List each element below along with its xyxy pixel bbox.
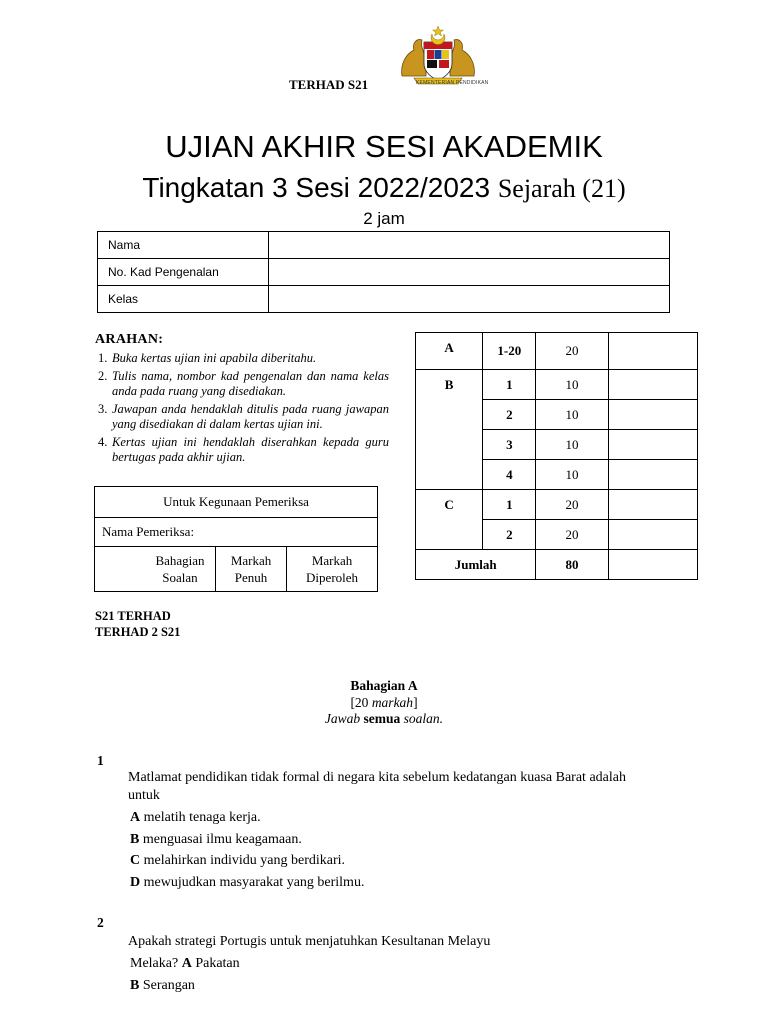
marks-question: 1-20 bbox=[483, 333, 536, 370]
option-text: melahirkan individu yang berdikari. bbox=[143, 853, 346, 868]
option-text[interactable]: Pakatan bbox=[195, 956, 240, 971]
option-letter: A bbox=[181, 956, 192, 971]
section-instr-word2: semua bbox=[363, 711, 401, 726]
marks-full: 10 bbox=[536, 370, 608, 400]
examiner-col-section bbox=[145, 547, 216, 592]
examiner-col-full bbox=[216, 547, 287, 592]
option-b[interactable] bbox=[130, 978, 195, 994]
option-c[interactable] bbox=[130, 853, 345, 869]
instruction-item bbox=[95, 402, 389, 432]
subtitle-level: Tingkatan 3 Sesi 2022/2023 bbox=[142, 172, 491, 203]
candidate-row-class bbox=[98, 286, 670, 313]
option-text: Serangan bbox=[142, 978, 195, 993]
marks-total-row bbox=[416, 550, 698, 580]
option-a[interactable] bbox=[130, 810, 261, 826]
marks-full: 10 bbox=[536, 460, 608, 490]
marks-total-value: 80 bbox=[536, 550, 608, 580]
marks-row bbox=[416, 333, 698, 370]
marks-section-c: C bbox=[416, 490, 483, 550]
examiner-col-question-label: Soalan bbox=[162, 570, 198, 585]
candidate-info-table bbox=[97, 231, 670, 313]
section-instruction bbox=[0, 711, 768, 727]
marks-row bbox=[416, 490, 698, 520]
page-title: UJIAN AKHIR SESI AKADEMIK bbox=[165, 129, 603, 164]
marks-question: 1 bbox=[483, 370, 536, 400]
instructions-list bbox=[95, 351, 389, 468]
option-b[interactable] bbox=[130, 832, 302, 848]
instruction-text: Tulis nama, nombor kad pengenalan dan nama kelas anda pada ruang yang disediakan. bbox=[112, 369, 389, 398]
marks-obtained[interactable] bbox=[608, 430, 697, 460]
marks-question: 1 bbox=[483, 490, 536, 520]
examiner-col-section-label: Bahagian bbox=[155, 553, 205, 568]
ministry-label: KEMENTERIAN PENDIDIKAN bbox=[416, 80, 489, 86]
candidate-field-class[interactable] bbox=[269, 286, 670, 313]
option-letter: A bbox=[130, 810, 141, 825]
subtitle-subject: Sejarah (21) bbox=[497, 174, 626, 203]
option-d[interactable] bbox=[130, 875, 364, 891]
marks-row bbox=[416, 370, 698, 400]
candidate-field-ic[interactable] bbox=[269, 259, 670, 286]
marks-section-b: B bbox=[416, 370, 483, 490]
question-stem-end: Melaka? bbox=[130, 956, 179, 971]
examiner-col-full-line1: Markah bbox=[230, 553, 272, 568]
question-stem: Matlamat pendidikan tidak formal di negara kita sebelum kedatangan kuasa Barat adalah untuk bbox=[128, 770, 626, 803]
question-stem-continuation bbox=[130, 956, 240, 972]
option-letter: B bbox=[130, 832, 140, 847]
section-title: Bahagian A bbox=[350, 678, 418, 693]
examiner-col-obtained-line2: Diperoleh bbox=[306, 570, 359, 585]
marks-question: 4 bbox=[483, 460, 536, 490]
instruction-text: Kertas ujian ini hendaklah diserahkan kepada guru bertugas pada akhir ujian. bbox=[112, 435, 389, 464]
marks-total-label: Jumlah bbox=[416, 550, 536, 580]
terhad-label: TERHAD S21 bbox=[289, 77, 369, 92]
section-instr-word1: Jawab bbox=[324, 711, 361, 726]
examiner-col-obtained bbox=[287, 547, 378, 592]
instruction-number: 2. bbox=[98, 369, 108, 383]
candidate-label-class: Kelas bbox=[98, 286, 269, 313]
marks-obtained[interactable] bbox=[608, 400, 697, 430]
section-marks-open: [20 bbox=[350, 695, 372, 710]
examiner-col-spacer bbox=[95, 547, 146, 592]
candidate-label-name: Nama bbox=[98, 232, 269, 259]
instruction-item bbox=[95, 369, 389, 399]
marks-section-a: A bbox=[416, 333, 483, 370]
question-stem: Apakah strategi Portugis untuk menjatuhkan Kesultanan Melayu bbox=[128, 934, 491, 949]
examiner-col-obtained-line1: Markah bbox=[311, 553, 353, 568]
marks-full: 20 bbox=[536, 333, 608, 370]
page-subtitle bbox=[0, 172, 768, 204]
examiner-name-label[interactable]: Nama Pemeriksa: bbox=[95, 518, 378, 547]
crest-icon bbox=[396, 24, 480, 88]
candidate-field-name[interactable] bbox=[269, 232, 670, 259]
marks-obtained[interactable] bbox=[608, 460, 697, 490]
instruction-item bbox=[95, 435, 389, 465]
marks-obtained[interactable] bbox=[608, 333, 697, 370]
option-letter: D bbox=[130, 875, 141, 890]
option-text: melatih tenaga kerja. bbox=[143, 810, 261, 825]
examiner-col-full-line2: Penuh bbox=[234, 570, 268, 585]
section-marks-close: ] bbox=[413, 695, 418, 710]
candidate-row-name bbox=[98, 232, 670, 259]
instructions-heading: ARAHAN: bbox=[95, 332, 164, 347]
marks-full: 10 bbox=[536, 400, 608, 430]
marks-full: 20 bbox=[536, 490, 608, 520]
option-text: menguasai ilmu keagamaan. bbox=[142, 832, 302, 847]
option-letter: C bbox=[130, 853, 141, 868]
page-header-mark: TERHAD 2 S21 bbox=[95, 625, 181, 639]
marks-obtained[interactable] bbox=[608, 520, 697, 550]
option-text: mewujudkan masyarakat yang berilmu. bbox=[143, 875, 365, 890]
instruction-text: Buka kertas ujian ini apabila diberitahu. bbox=[112, 351, 317, 365]
marks-table bbox=[415, 332, 698, 580]
question-number: 2 bbox=[97, 915, 104, 930]
marks-obtained[interactable] bbox=[608, 370, 697, 400]
marks-total-obtained[interactable] bbox=[608, 550, 697, 580]
option-letter: B bbox=[130, 978, 140, 993]
marks-question: 2 bbox=[483, 520, 536, 550]
marks-question: 2 bbox=[483, 400, 536, 430]
marks-full: 10 bbox=[536, 430, 608, 460]
instruction-number: 3. bbox=[98, 402, 108, 416]
instruction-item bbox=[95, 351, 389, 366]
candidate-row-ic bbox=[98, 259, 670, 286]
question-number: 1 bbox=[97, 753, 104, 768]
section-marks bbox=[0, 695, 768, 711]
instruction-text: Jawapan anda hendaklah ditulis pada ruang jawapan yang disediakan di dalam kertas ujian ini. bbox=[112, 402, 389, 431]
examiner-table bbox=[94, 486, 378, 592]
marks-question: 3 bbox=[483, 430, 536, 460]
exam-duration: 2 jam bbox=[363, 209, 405, 228]
marks-full: 20 bbox=[536, 520, 608, 550]
instruction-number: 4. bbox=[98, 435, 108, 449]
examiner-title: Untuk Kegunaan Pemeriksa bbox=[95, 487, 378, 518]
marks-obtained[interactable] bbox=[608, 490, 697, 520]
section-instr-word3: soalan. bbox=[403, 711, 444, 726]
section-marks-word: markah bbox=[371, 695, 414, 710]
page-footer-mark: S21 TERHAD bbox=[95, 609, 171, 623]
candidate-label-ic: No. Kad Pengenalan bbox=[98, 259, 269, 286]
instruction-number: 1. bbox=[98, 351, 108, 365]
